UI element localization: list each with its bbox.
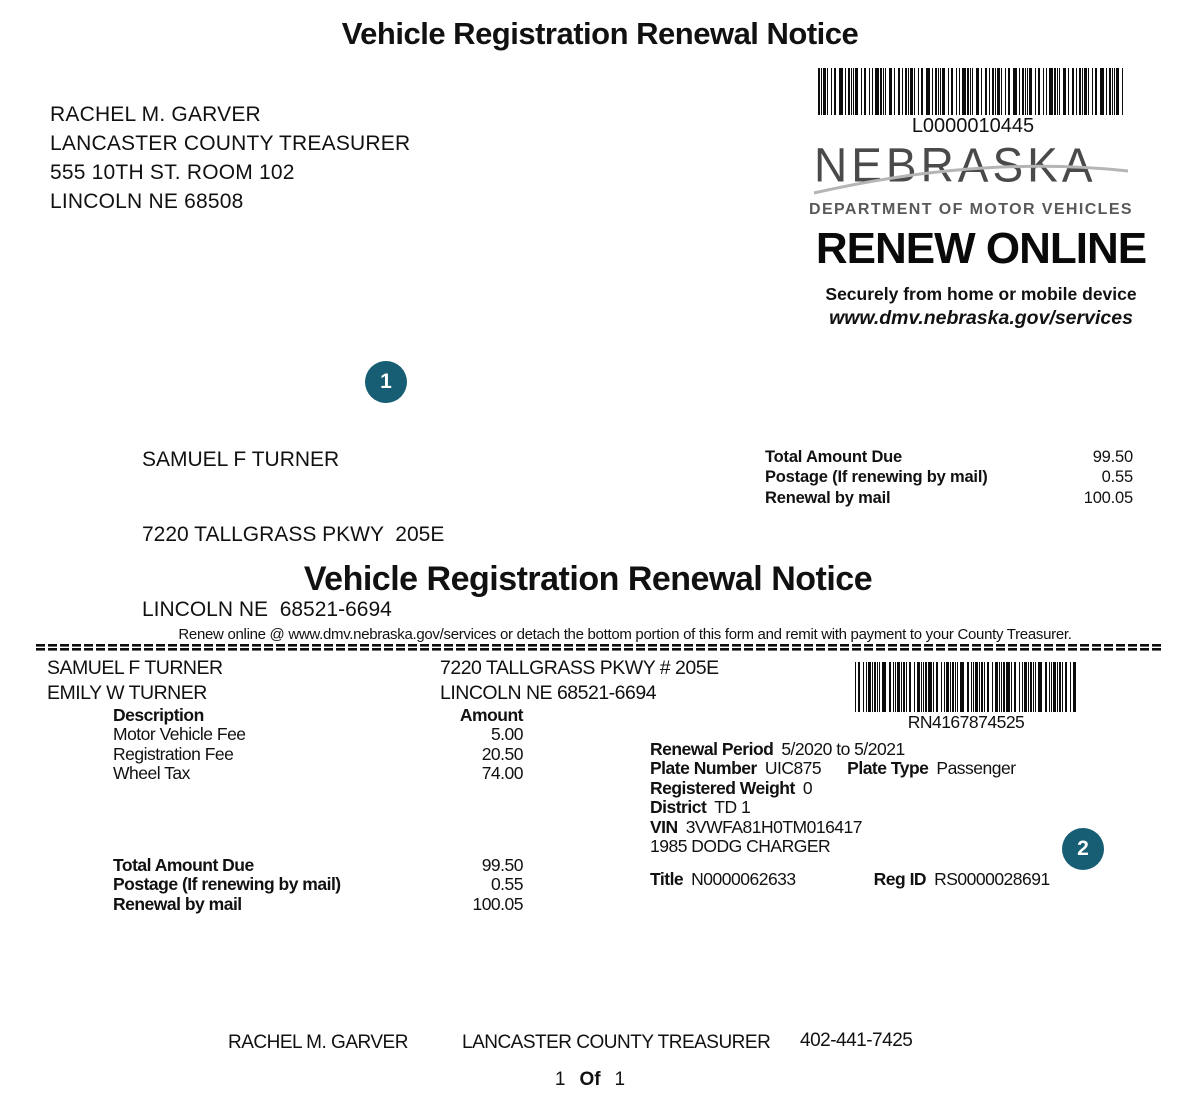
owner-primary: SAMUEL F TURNER xyxy=(47,657,223,679)
renewal-barcode xyxy=(855,662,1077,712)
fee-table xyxy=(113,706,523,784)
fee-label: Registration Fee xyxy=(113,743,234,764)
plate-type-label: Plate Type xyxy=(847,758,929,779)
page-current: 1 xyxy=(554,1069,566,1090)
total-amount-due-label: Total Amount Due xyxy=(765,448,903,466)
fee-value: 5.00 xyxy=(490,724,523,745)
addressee-city: LINCOLN NE 68521-6694 xyxy=(142,598,392,621)
treasurer-office: LANCASTER COUNTY TREASURER xyxy=(50,132,411,155)
registered-weight-label: Registered Weight xyxy=(650,777,795,798)
annotation-badge-2: 2 xyxy=(1062,828,1104,870)
nebraska-dmv-logo xyxy=(812,137,1130,201)
fee-label: Wheel Tax xyxy=(113,763,190,784)
reg-id-value: RS0000028691 xyxy=(934,869,1050,890)
page-title: Vehicle Registration Renewal Notice xyxy=(341,16,859,51)
renewal-barcode-value: RN4167874525 xyxy=(907,712,1025,732)
renewal-period-row xyxy=(650,740,1050,759)
footer-treasurer-office: LANCASTER COUNTY TREASURER xyxy=(462,1032,771,1053)
totals-summary-top xyxy=(765,447,1133,508)
nebraska-logo-text: NEBRASKA xyxy=(814,138,1097,193)
notice-barcode xyxy=(818,68,1128,115)
total-amount-due-value: 99.50 xyxy=(481,855,523,875)
plate-number-label: Plate Number xyxy=(650,758,757,779)
fee-amount-header: Amount xyxy=(459,705,523,725)
footer-phone: 402-441-7425 xyxy=(800,1030,913,1051)
addressee-street: 7220 TALLGRASS PKWY 205E xyxy=(142,523,445,546)
owners-block xyxy=(47,656,223,705)
notice-barcode-value: L0000010445 xyxy=(911,115,1035,137)
fee-label: Motor Vehicle Fee xyxy=(113,724,246,745)
renewal-by-mail-value: 100.05 xyxy=(1083,488,1133,507)
district-value: TD 1 xyxy=(714,797,751,818)
renew-online-headline: RENEW ONLINE xyxy=(815,224,1147,273)
fee-description-header: Description xyxy=(113,705,204,725)
fee-row-motor-vehicle xyxy=(113,725,523,744)
renewal-by-mail-row xyxy=(765,488,1133,508)
vin-row xyxy=(650,818,1050,837)
district-row xyxy=(650,798,1050,817)
title-label: Title xyxy=(650,869,684,890)
renewal-by-mail-label: Renewal by mail xyxy=(113,893,242,914)
treasurer-name: RACHEL M. GARVER xyxy=(50,103,261,126)
renewal-by-mail-row xyxy=(113,895,523,914)
renewal-by-mail-label: Renewal by mail xyxy=(765,488,891,507)
detach-dashed-line xyxy=(36,644,1164,651)
fee-row-registration xyxy=(113,745,523,764)
renewal-by-mail-value: 100.05 xyxy=(472,893,523,914)
postage-row xyxy=(765,467,1133,487)
renewal-period-value: 5/2020 to 5/2021 xyxy=(781,739,905,759)
vehicle-details xyxy=(650,740,1050,890)
total-amount-due-row xyxy=(113,856,523,875)
fee-row-wheel-tax xyxy=(113,764,523,783)
plate-type-value: Passenger xyxy=(936,758,1016,779)
district-label: District xyxy=(650,797,707,818)
annotation-badge-1: 1 xyxy=(365,361,407,403)
page-of-label: Of xyxy=(579,1069,601,1090)
plate-number-value: UIC875 xyxy=(764,758,822,779)
vin-label: VIN xyxy=(650,816,678,837)
total-amount-due-row xyxy=(765,447,1133,467)
page-total: 1 xyxy=(614,1069,626,1090)
title-number-value: N0000062633 xyxy=(691,869,796,890)
title-regid-row xyxy=(650,870,1050,889)
dmv-services-url: www.dmv.nebraska.gov/services xyxy=(829,307,1133,329)
addressee-name: SAMUEL F TURNER xyxy=(142,448,340,471)
postage-value: 0.55 xyxy=(490,874,523,895)
renew-online-tagline: Securely from home or mobile device xyxy=(825,284,1137,304)
owners-city: LINCOLN NE 68521-6694 xyxy=(440,681,657,704)
detach-instruction: Renew online @ www.dmv.nebraska.gov/services or detach the bottom portion of this form and remit with payment to your County Treasurer. xyxy=(178,626,1072,643)
postage-label: Postage (If renewing by mail) xyxy=(765,468,988,487)
treasurer-return-address xyxy=(50,100,410,216)
owners-street: 7220 TALLGRASS PKWY # 205E xyxy=(440,657,719,679)
page-indicator xyxy=(0,1069,1180,1091)
treasurer-city: LINCOLN NE 68508 xyxy=(50,190,244,213)
owners-address-block xyxy=(440,656,719,705)
fee-value: 74.00 xyxy=(481,763,523,784)
reg-id-label: Reg ID xyxy=(873,869,927,890)
registered-weight-value: 0 xyxy=(802,777,813,798)
dmv-department-label: DEPARTMENT OF MOTOR VEHICLES xyxy=(809,201,1133,218)
nebraska-swoosh-icon xyxy=(812,137,1130,201)
total-amount-due-label: Total Amount Due xyxy=(113,855,254,875)
renewal-period-label: Renewal Period xyxy=(650,739,774,759)
registered-weight-row xyxy=(650,779,1050,798)
postage-label: Postage (If renewing by mail) xyxy=(113,874,341,895)
total-amount-due-value: 99.50 xyxy=(1092,448,1133,466)
vin-value: 3VWFA81H0TM016417 xyxy=(685,816,863,837)
postage-value: 0.55 xyxy=(1101,468,1133,487)
detach-section-title: Vehicle Registration Renewal Notice xyxy=(303,560,873,598)
owner-secondary: EMILY W TURNER xyxy=(47,681,207,704)
plate-row xyxy=(650,759,1050,778)
vehicle-description: 1985 DODG CHARGER xyxy=(650,836,831,857)
totals-summary-detach xyxy=(113,856,523,914)
fee-table-header xyxy=(113,706,523,725)
treasurer-street: 555 10TH ST. ROOM 102 xyxy=(50,161,295,184)
postage-row xyxy=(113,875,523,894)
footer-treasurer-name: RACHEL M. GARVER xyxy=(228,1032,408,1053)
fee-value: 20.50 xyxy=(481,743,523,764)
